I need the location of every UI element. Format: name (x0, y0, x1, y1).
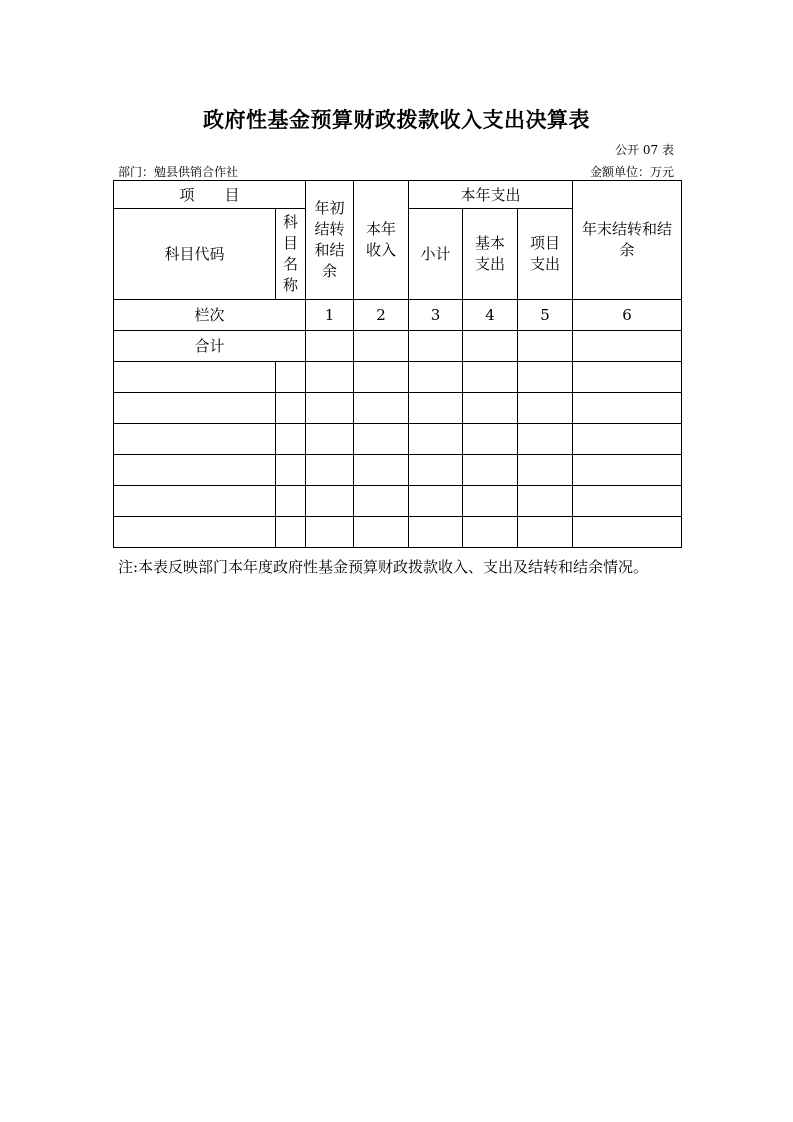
table-cell (306, 517, 354, 548)
table-row (114, 362, 682, 393)
table-cell (463, 331, 518, 362)
column-number-row (114, 300, 682, 331)
table-cell (114, 455, 276, 486)
table-cell (573, 424, 682, 455)
table-row (114, 517, 682, 548)
table-cell (354, 331, 409, 362)
header-project (518, 209, 573, 300)
amount-unit-label: 金额单位：万元 (589, 165, 674, 179)
table-cell (276, 424, 306, 455)
header-begin-balance-label: 年初结转和结余 (314, 199, 345, 280)
table-cell (463, 517, 518, 548)
header-expense-group: 本年支出 (409, 181, 573, 209)
column-number: 4 (463, 300, 518, 331)
header-end-balance (573, 181, 682, 300)
header-income-label: 本年收入 (366, 220, 397, 259)
table-cell (114, 393, 276, 424)
table-cell (573, 486, 682, 517)
form-number: 公开 07 表 (615, 143, 674, 157)
table-cell (306, 362, 354, 393)
table-cell (463, 424, 518, 455)
table-row (114, 455, 682, 486)
table-cell (276, 517, 306, 548)
table-cell (354, 393, 409, 424)
table-cell (573, 362, 682, 393)
table-cell (306, 393, 354, 424)
table-cell (114, 486, 276, 517)
header-income (354, 181, 409, 300)
table-cell (306, 424, 354, 455)
header-basic (463, 209, 518, 300)
table-cell (409, 517, 463, 548)
table-cell (354, 424, 409, 455)
table-cell (306, 486, 354, 517)
table-cell (306, 455, 354, 486)
table-cell (463, 393, 518, 424)
header-subtotal: 小计 (409, 209, 463, 300)
table-cell (573, 455, 682, 486)
table-cell (276, 455, 306, 486)
table-cell (518, 331, 573, 362)
table-cell (276, 362, 306, 393)
department-label: 部门：勉县供销合作社 (118, 165, 239, 179)
header-code: 科目代码 (114, 209, 276, 300)
table-cell (114, 517, 276, 548)
table-row (114, 424, 682, 455)
table-cell (306, 331, 354, 362)
column-number-label: 栏次 (114, 300, 306, 331)
page-title: 政府性基金预算财政拨款收入支出决算表 (203, 107, 590, 132)
table-cell (518, 393, 573, 424)
budget-table (113, 180, 682, 548)
table-row (114, 393, 682, 424)
table-cell (518, 517, 573, 548)
table-cell (463, 362, 518, 393)
table-cell (518, 362, 573, 393)
header-name (276, 209, 306, 300)
header-project-label: 项目支出 (530, 234, 561, 273)
header-name-label: 科目名称 (282, 213, 298, 294)
column-number: 6 (573, 300, 682, 331)
table-cell (354, 362, 409, 393)
footnote: 注:本表反映部门本年度政府性基金预算财政拨款收入、支出及结转和结余情况。 (118, 558, 649, 576)
table-cell (409, 362, 463, 393)
column-number: 3 (409, 300, 463, 331)
table-cell (573, 393, 682, 424)
table-cell (354, 486, 409, 517)
table-cell (573, 517, 682, 548)
table-cell (573, 331, 682, 362)
total-label: 合计 (114, 331, 306, 362)
header-basic-label: 基本支出 (475, 234, 506, 273)
column-number: 1 (306, 300, 354, 331)
table-cell (409, 455, 463, 486)
header-item: 项 目 (114, 181, 306, 209)
table-cell (114, 362, 276, 393)
table-cell (463, 486, 518, 517)
total-row (114, 331, 682, 362)
table-cell (518, 486, 573, 517)
table-cell (276, 486, 306, 517)
table-cell (409, 393, 463, 424)
table-cell (114, 424, 276, 455)
column-number: 5 (518, 300, 573, 331)
table-cell (409, 486, 463, 517)
column-number: 2 (354, 300, 409, 331)
header-begin-balance (306, 181, 354, 300)
table-cell (354, 517, 409, 548)
table-cell (409, 424, 463, 455)
header-row-1 (114, 181, 682, 209)
table-cell (463, 455, 518, 486)
table-cell (276, 393, 306, 424)
table-cell (354, 455, 409, 486)
header-end-balance-label: 年末结转和结余 (582, 220, 673, 259)
table-cell (409, 331, 463, 362)
table-row (114, 486, 682, 517)
table-cell (518, 424, 573, 455)
table-cell (518, 455, 573, 486)
